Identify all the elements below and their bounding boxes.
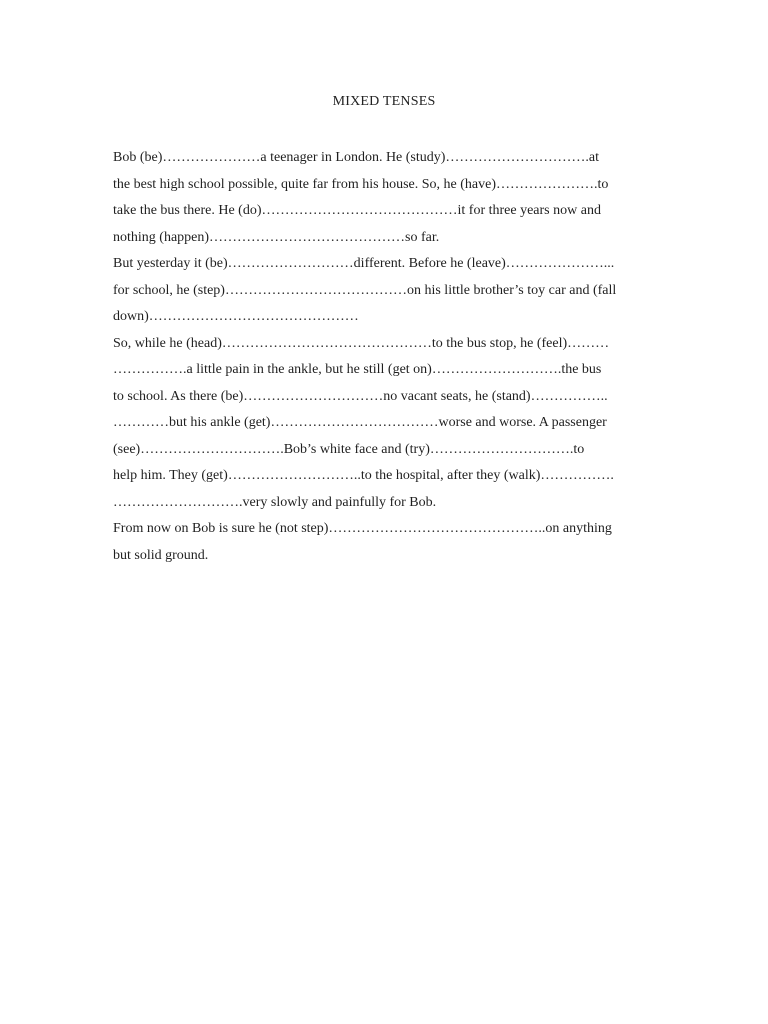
exercise-line: take the bus there. He (do)……………………………………it for three years now and <box>113 203 601 218</box>
exercise-line: nothing (happen)……………………………………so far. <box>113 229 440 245</box>
document-title: MIXED TENSES <box>332 94 436 109</box>
exercise-line: Bob (be)…………………a teenager in London. He (study)………………………….at <box>113 150 600 165</box>
exercise-line: down)……………………………………… <box>113 309 359 324</box>
exercise-line: but solid ground. <box>113 547 209 563</box>
exercise-line: the best high school possible, quite far from his house. So, he (have)………………….to <box>113 176 609 192</box>
exercise-line: From now on Bob is sure he (not step)………………………………………..on anything <box>113 521 612 536</box>
exercise-line: So, while he (head)………………………………………to the bus stop, he (feel)……… <box>113 335 610 351</box>
exercise-line: …………but his ankle (get)………………………………worse and worse. A passenger <box>113 415 607 430</box>
exercise-line: to school. As there (be)…………………………no vacant seats, he (stand)…………….. <box>113 388 608 404</box>
exercise-text <box>113 145 673 569</box>
exercise-line: help him. They (get)………………………..to the hospital, after they (walk)……………. <box>113 468 614 483</box>
exercise-line: But yesterday it (be)………………………different. Before he (leave)…………………... <box>113 256 615 271</box>
exercise-line: for school, he (step)…………………………………on his little brother’s toy car and (fall <box>113 282 617 298</box>
exercise-line: (see)………………………….Bob’s white face and (try)………………………….to <box>113 441 585 457</box>
exercise-line: …………….a little pain in the ankle, but he still (get on)……………………….the bus <box>113 362 602 377</box>
exercise-line: ……………………….very slowly and painfully for Bob. <box>113 494 437 510</box>
